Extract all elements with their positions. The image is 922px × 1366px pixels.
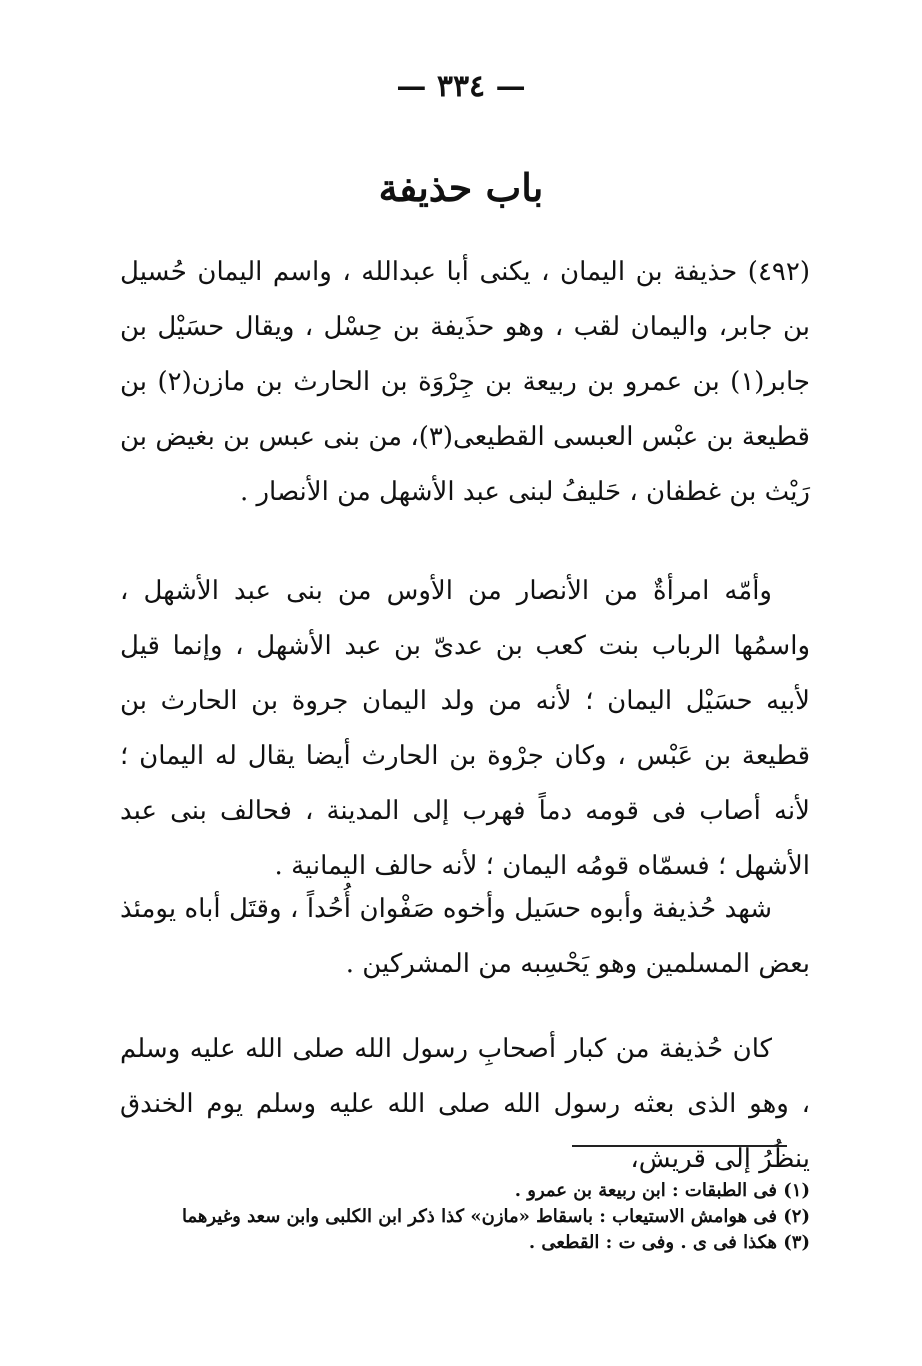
entry-paragraph-1: (٤٩٢) حذيفة بن اليمان ، يكنى أبا عبدالله ، واسم اليمان حُسيل بن جابر، واليمان لقب ، وهو حذَيفة بن حِسْل ، ويقال حسَيْل بن جابر(١) بن عمرو بن ربيعة بن جِرْوَة بن الحارث بن مازن(٢) بن قطيعة بن عبْس العبسى القطيعى(٣)، من بنى عبس بن بغيض بن رَيْث بن غطفان ، حَليفُ لبنى عبد الأشهل من الأنصار . — [120, 257, 811, 507]
entry-text-2 — [120, 564, 810, 894]
entry-paragraph-3: شهد حُذيفة وأبوه حسَيل وأخوه صَفْوان أُحُداً ، وقتَل أباه يومئذ بعض المسلمين وهو يَحْسِبه من المشركين . — [120, 894, 810, 979]
entry-text-3 — [120, 882, 810, 992]
entry-text-4 — [120, 1022, 810, 1187]
entry-paragraph-4: كان حُذيفة من كبار أصحابِ رسول الله صلى الله عليه وسلم ، وهو الذى بعثه رسول الله صلى الله عليه وسلم يوم الخندق ينظُرُ إلى قريش، — [120, 1034, 810, 1174]
footnotes — [120, 1178, 810, 1256]
chapter-title: باب حذيفة — [378, 165, 544, 210]
footnote-2: (٢) فى هوامش الاستيعاب : باسقاط «مازن» كذا ذكر ابن الكلبى وابن سعد وغيرهما — [181, 1206, 810, 1227]
footnote-1: (١) فى الطبقات : ابن ربيعة بن عمرو . — [514, 1180, 810, 1201]
page-number: — ٣٣٤ — — [396, 69, 526, 104]
footnote-divider — [572, 1145, 787, 1147]
entry-paragraph-2: وأمّه امرأةٌ من الأنصار من الأوس من بنى عبد الأشهل ، واسمُها الرباب بنت كعب بن عدىّ بن عبد الأشهل ، وإنما قيل لأبيه حسَيْل اليمان ؛ لأنه من ولد اليمان جروة بن الحارث بن قطيعة بن عَبْس ، وكان جرْوة بن الحارث أيضا يقال له اليمان ؛ لأنه أصاب فى قومه دماً فهرب إلى المدينة ، فحالف بنى عبد الأشهل ؛ فسمّاه قومُه اليمان ؛ لأنه حالف اليمانية . — [120, 576, 810, 881]
entry-text — [120, 245, 810, 520]
footnote-3: (٣) هكذا فى ى . وفى ت : القطعى . — [528, 1232, 810, 1253]
